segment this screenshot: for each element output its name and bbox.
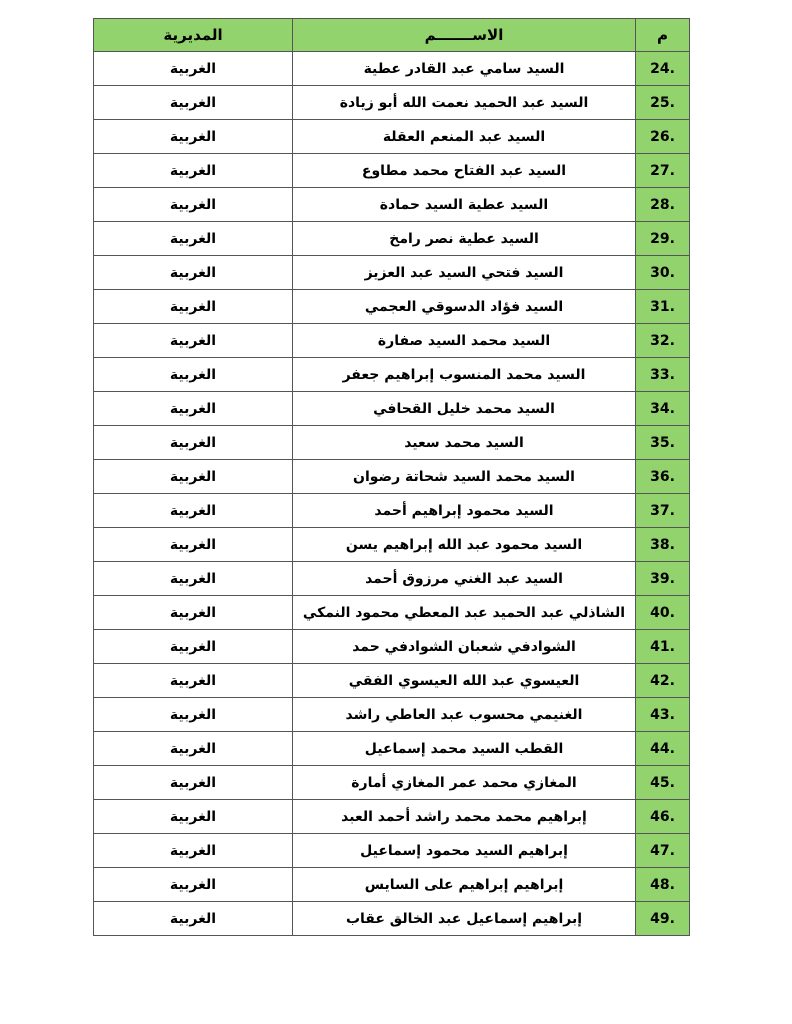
row-index-cell: [636, 222, 690, 256]
row-directorate: الغربية: [94, 222, 293, 256]
row-name: السيد سامي عبد القادر عطية: [293, 52, 636, 86]
table-row: [94, 120, 690, 154]
row-name: القطب السيد محمد إسماعيل: [293, 732, 636, 766]
row-directorate: الغربية: [94, 766, 293, 800]
row-directorate: الغربية: [94, 562, 293, 596]
row-directorate: الغربية: [94, 698, 293, 732]
row-directorate: الغربية: [94, 902, 293, 936]
header-row: [94, 19, 690, 52]
table-row: [94, 698, 690, 732]
row-name: السيد محمد السيد صفارة: [293, 324, 636, 358]
row-index: 24.: [650, 60, 675, 77]
row-name: الشاذلي عبد الحميد عبد المعطي محمود النمكي: [293, 596, 636, 630]
row-name: السيد محمود إبراهيم أحمد: [293, 494, 636, 528]
row-name: الشوادفي شعبان الشوادفي حمد: [293, 630, 636, 664]
table-row: [94, 188, 690, 222]
row-directorate: الغربية: [94, 52, 293, 86]
row-index-cell: [636, 52, 690, 86]
row-directorate: الغربية: [94, 358, 293, 392]
table-row: [94, 222, 690, 256]
row-name: السيد فتحي السيد عبد العزيز: [293, 256, 636, 290]
row-name: إبراهيم إسماعيل عبد الخالق عقاب: [293, 902, 636, 936]
row-index-cell: [636, 800, 690, 834]
header-directorate: المديرية: [94, 19, 293, 52]
row-directorate: الغربية: [94, 494, 293, 528]
row-directorate: الغربية: [94, 528, 293, 562]
row-directorate: الغربية: [94, 392, 293, 426]
row-name: السيد محمود عبد الله إبراهيم يسن: [293, 528, 636, 562]
row-index: 35.: [650, 434, 675, 451]
table-row: [94, 562, 690, 596]
table-row: [94, 834, 690, 868]
row-name: إبراهيم السيد محمود إسماعيل: [293, 834, 636, 868]
row-name: السيد محمد المنسوب إبراهيم جعفر: [293, 358, 636, 392]
row-index: 33.: [650, 366, 675, 383]
row-directorate: الغربية: [94, 664, 293, 698]
row-index: 25.: [650, 94, 675, 111]
table-row: [94, 800, 690, 834]
row-index: 36.: [650, 468, 675, 485]
row-index: 31.: [650, 298, 675, 315]
table-row: [94, 902, 690, 936]
row-name: السيد محمد سعيد: [293, 426, 636, 460]
row-index: 44.: [650, 740, 675, 757]
document-sheet: [93, 18, 689, 936]
row-index: 29.: [650, 230, 675, 247]
table-row: [94, 494, 690, 528]
row-index: 45.: [650, 774, 675, 791]
row-name: السيد عطية نصر رامخ: [293, 222, 636, 256]
table-row: [94, 426, 690, 460]
table-row: [94, 868, 690, 902]
row-index-cell: [636, 154, 690, 188]
row-directorate: الغربية: [94, 596, 293, 630]
row-index-cell: [636, 766, 690, 800]
row-index: 48.: [650, 876, 675, 893]
row-index: 27.: [650, 162, 675, 179]
table-row: [94, 630, 690, 664]
row-index: 40.: [650, 604, 675, 621]
row-index: 28.: [650, 196, 675, 213]
row-directorate: الغربية: [94, 834, 293, 868]
row-index-cell: [636, 494, 690, 528]
row-name: السيد عبد الغني مرزوق أحمد: [293, 562, 636, 596]
row-directorate: الغربية: [94, 426, 293, 460]
row-index-cell: [636, 358, 690, 392]
row-index-cell: [636, 868, 690, 902]
table-header: [94, 19, 690, 52]
row-name: السيد عطية السيد حمادة: [293, 188, 636, 222]
row-index: 46.: [650, 808, 675, 825]
row-index: 39.: [650, 570, 675, 587]
row-index-cell: [636, 86, 690, 120]
row-index-cell: [636, 392, 690, 426]
table-row: [94, 528, 690, 562]
row-directorate: الغربية: [94, 732, 293, 766]
table-row: [94, 460, 690, 494]
row-index: 47.: [650, 842, 675, 859]
row-index-cell: [636, 290, 690, 324]
row-index-cell: [636, 528, 690, 562]
row-index-cell: [636, 630, 690, 664]
table-body: [94, 52, 690, 936]
table-row: [94, 52, 690, 86]
row-directorate: الغربية: [94, 630, 293, 664]
row-name: العيسوي عبد الله العيسوي الفقي: [293, 664, 636, 698]
header-index: م: [636, 19, 690, 52]
row-directorate: الغربية: [94, 154, 293, 188]
row-index: 26.: [650, 128, 675, 145]
row-directorate: الغربية: [94, 324, 293, 358]
row-index: 43.: [650, 706, 675, 723]
row-index: 37.: [650, 502, 675, 519]
row-index-cell: [636, 562, 690, 596]
row-index-cell: [636, 120, 690, 154]
row-index-cell: [636, 324, 690, 358]
row-directorate: الغربية: [94, 120, 293, 154]
row-name: إبراهيم محمد محمد راشد أحمد العبد: [293, 800, 636, 834]
row-index-cell: [636, 256, 690, 290]
row-index-cell: [636, 426, 690, 460]
table-row: [94, 766, 690, 800]
row-index: 41.: [650, 638, 675, 655]
row-index-cell: [636, 902, 690, 936]
row-name: السيد محمد خليل القحافي: [293, 392, 636, 426]
row-directorate: الغربية: [94, 188, 293, 222]
row-index: 34.: [650, 400, 675, 417]
row-directorate: الغربية: [94, 290, 293, 324]
table-row: [94, 86, 690, 120]
row-directorate: الغربية: [94, 800, 293, 834]
table-row: [94, 664, 690, 698]
row-directorate: الغربية: [94, 256, 293, 290]
row-name: السيد عبد الحميد نعمت الله أبو زيادة: [293, 86, 636, 120]
table-row: [94, 732, 690, 766]
row-index-cell: [636, 732, 690, 766]
row-directorate: الغربية: [94, 460, 293, 494]
row-name: إبراهيم إبراهيم على السايس: [293, 868, 636, 902]
row-index-cell: [636, 664, 690, 698]
table-row: [94, 256, 690, 290]
row-index-cell: [636, 460, 690, 494]
row-name: السيد عبد الفتاح محمد مطاوع: [293, 154, 636, 188]
table-row: [94, 596, 690, 630]
row-index-cell: [636, 188, 690, 222]
row-directorate: الغربية: [94, 868, 293, 902]
row-name: السيد فؤاد الدسوقي العجمي: [293, 290, 636, 324]
table-row: [94, 392, 690, 426]
row-directorate: الغربية: [94, 86, 293, 120]
row-index: 38.: [650, 536, 675, 553]
row-index: 32.: [650, 332, 675, 349]
table-row: [94, 290, 690, 324]
row-index-cell: [636, 834, 690, 868]
table-row: [94, 358, 690, 392]
table-row: [94, 154, 690, 188]
row-name: السيد عبد المنعم العقلة: [293, 120, 636, 154]
row-index: 30.: [650, 264, 675, 281]
names-table: [93, 18, 690, 936]
row-name: الغنيمي محسوب عبد العاطي راشد: [293, 698, 636, 732]
row-name: المغازي محمد عمر المغازي أمارة: [293, 766, 636, 800]
table-row: [94, 324, 690, 358]
row-name: السيد محمد السيد شحاتة رضوان: [293, 460, 636, 494]
row-index-cell: [636, 596, 690, 630]
row-index: 49.: [650, 910, 675, 927]
header-name: الاســـــــم: [293, 19, 636, 52]
row-index: 42.: [650, 672, 675, 689]
row-index-cell: [636, 698, 690, 732]
